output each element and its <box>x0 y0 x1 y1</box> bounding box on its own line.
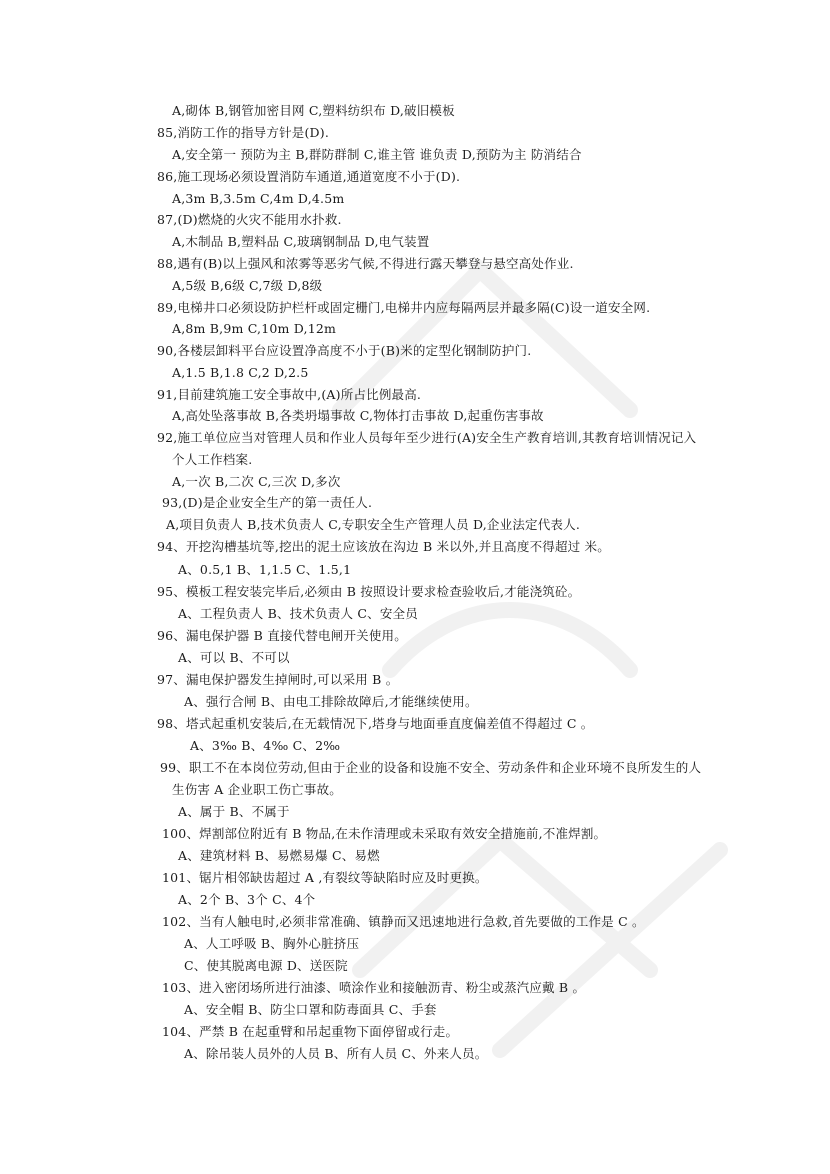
option-line: A、强行合闸 B、由电工排除故障后,才能继续使用。 <box>184 694 478 709</box>
question-line: 88,遇有(B)以上强风和浓雾等恶劣气候,不得进行露天攀登与悬空高处作业. <box>157 256 574 271</box>
option-line: A、人工呼吸 B、胸外心脏挤压 <box>184 936 360 951</box>
question-line: 95、模板工程安装完毕后,必须由 B 按照设计要求检查验收后,才能浇筑砼。 <box>157 584 581 599</box>
question-line: 96、漏电保护器 B 直接代替电闸开关使用。 <box>157 628 407 643</box>
option-line: A、属于 B、不属于 <box>178 804 290 819</box>
question-line: 98、塔式起重机安装后,在无载情况下,塔身与地面垂直度偏差值不得超过 C 。 <box>157 716 594 731</box>
option-line: A、3‰ B、4‰ C、2‰ <box>190 738 341 753</box>
option-line: C、使其脱离电源 D、送医院 <box>184 958 348 973</box>
question-line: 100、焊割部位附近有 B 物品,在未作清理或未采取有效安全措施前,不准焊割。 <box>162 826 607 841</box>
option-line: A,高处坠落事故 B,各类坍塌事故 C,物体打击事故 D,起重伤害事故 <box>172 408 544 423</box>
question-line-continued: 个人工作档案. <box>172 452 253 467</box>
question-line: 101、锯片相邻缺齿超过 A ,有裂纹等缺陷时应及时更换。 <box>162 870 488 885</box>
option-line: A、建筑材料 B、易燃易爆 C、易燃 <box>178 848 380 863</box>
text-line: A,砌体 B,钢管加密目网 C,塑料纺织布 D,破旧模板 <box>172 103 455 118</box>
option-line: A、0.5,1 B、1,1.5 C、1.5,1 <box>178 562 352 577</box>
option-line: A,3m B,3.5m C,4m D,4.5m <box>172 191 345 206</box>
option-line: A,项目负责人 B,技术负责人 C,专职安全生产管理人员 D,企业法定代表人. <box>166 517 580 532</box>
option-line: A、除吊装人员外的人员 B、所有人员 C、外来人员。 <box>184 1046 488 1061</box>
option-line: A、工程负责人 B、技术负责人 C、安全员 <box>178 606 418 621</box>
option-line: A,1.5 B,1.8 C,2 D,2.5 <box>172 365 309 380</box>
question-line: 97、漏电保护器发生掉闸时,可以采用 B 。 <box>157 672 399 687</box>
question-line: 89,电梯井口必须设防护栏杆或固定栅门,电梯井内应每隔两层并最多隔(C)设一道安全网. <box>157 300 651 315</box>
option-line: A,木制品 B,塑料品 C,玻璃钢制品 D,电气装置 <box>172 234 430 249</box>
option-line: A,8m B,9m C,10m D,12m <box>172 321 337 336</box>
question-line: 93,(D)是企业安全生产的第一责任人. <box>162 495 373 510</box>
option-line: A、安全帽 B、防尘口罩和防毒面具 C、手套 <box>184 1002 437 1017</box>
question-line: 92,施工单位应当对管理人员和作业人员每年至少进行(A)安全生产教育培训,其教育培训情况记入 <box>157 430 697 445</box>
question-line: 104、严禁 B 在起重臂和吊起重物下面停留或行走。 <box>162 1024 459 1039</box>
question-line: 103、进入密闭场所进行油漆、喷涂作业和接触沥青、粉尘或蒸汽应戴 B 。 <box>162 980 586 995</box>
option-line: A、可以 B、不可以 <box>178 650 290 665</box>
question-line: 102、当有人触电时,必须非常准确、镇静而又迅速地进行急救,首先要做的工作是 C 。 <box>162 914 645 929</box>
question-line: 87,(D)燃烧的火灾不能用水扑救. <box>157 212 342 227</box>
option-line: A,一次 B,二次 C,三次 D,多次 <box>172 474 341 489</box>
question-line: 94、开挖沟槽基坑等,挖出的泥土应该放在沟边 B 米以外,并且高度不得超过 米。 <box>157 539 610 554</box>
question-line-continued: 生伤害 A 企业职工伤亡事故。 <box>172 782 342 797</box>
option-line: A,安全第一 预防为主 B,群防群制 C,谁主管 谁负责 D,预防为主 防消结合 <box>172 147 582 162</box>
option-line: A、2个 B、3个 C、4个 <box>178 892 316 907</box>
question-line: 85,消防工作的指导方针是(D). <box>157 125 330 140</box>
question-line: 86,施工现场必须设置消防车通道,通道宽度不小于(D). <box>157 169 461 184</box>
question-line: 91,目前建筑施工安全事故中,(A)所占比例最高. <box>157 387 422 402</box>
question-line: 90,各楼层卸料平台应设置净高度不小于(B)米的定型化钢制防护门. <box>157 343 532 358</box>
option-line: A,5级 B,6级 C,7级 D,8级 <box>172 278 323 293</box>
question-line: 99、职工不在本岗位劳动,但由于企业的设备和设施不安全、劳动条件和企业环境不良所发生的人 <box>160 760 702 775</box>
